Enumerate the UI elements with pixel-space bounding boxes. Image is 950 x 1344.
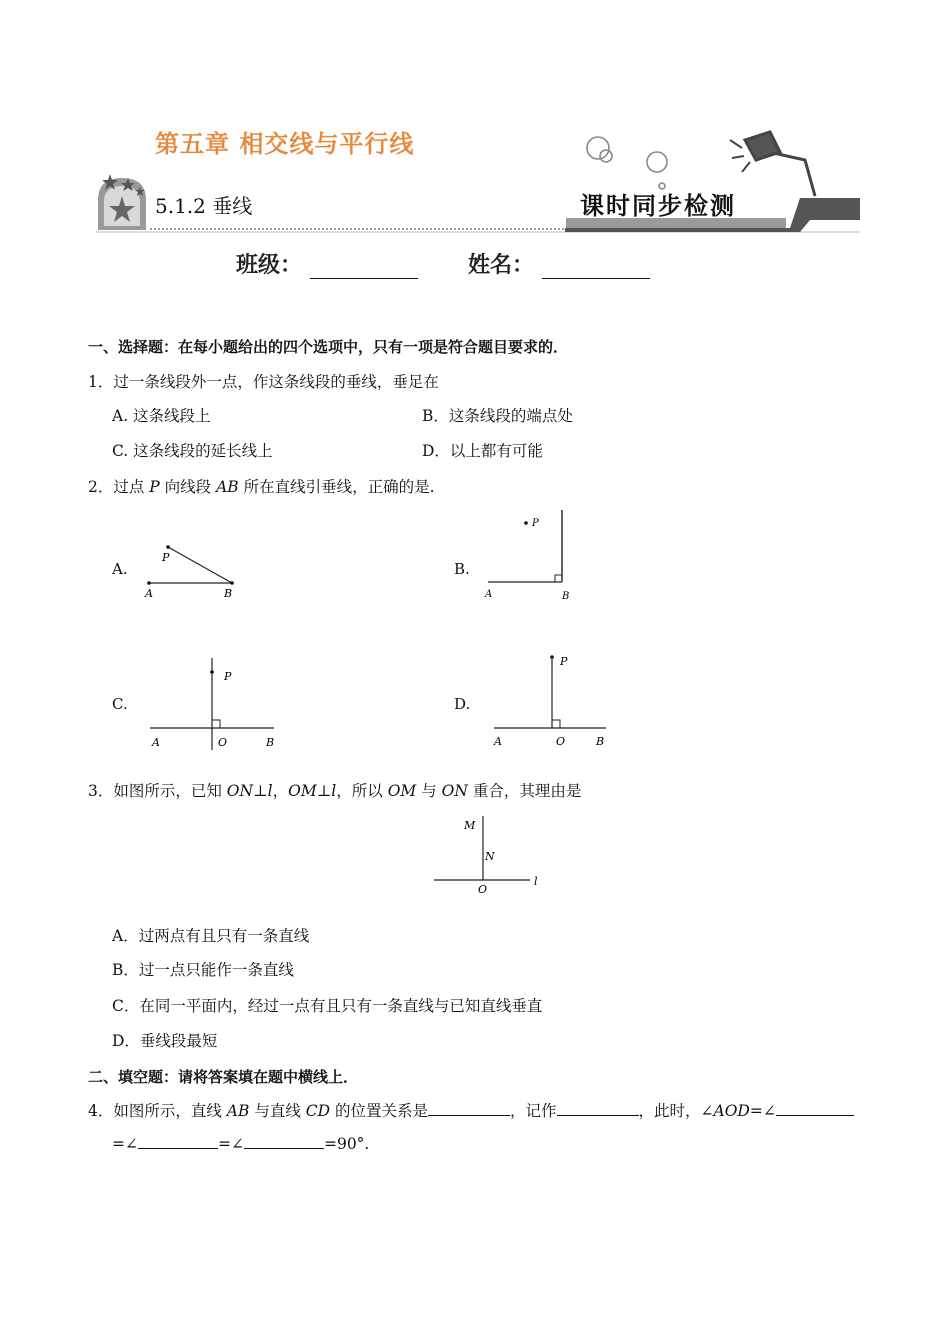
q2-label-c: C. xyxy=(112,695,128,713)
question-3 xyxy=(88,779,581,801)
q4-text-2: 与直线 xyxy=(249,1102,306,1120)
bubbles-icon xyxy=(587,137,667,189)
q2-figure-c xyxy=(144,650,284,755)
fig-a-label-p: P xyxy=(162,551,170,564)
q4-text-6: =∠ xyxy=(749,1102,776,1120)
q4-blank-angle-2[interactable] xyxy=(138,1134,218,1149)
fig-d-label-p: P xyxy=(560,655,568,668)
fig-c-label-a: A xyxy=(152,736,160,749)
q3-label-l: l xyxy=(534,875,538,888)
chapter-title: 第五章 相交线与平行线 xyxy=(155,130,415,158)
q3-om-1: OM xyxy=(288,782,317,800)
q3-perp-1: ⊥ xyxy=(253,782,268,800)
q4-text-1: 4．如图所示，直线 xyxy=(88,1102,227,1120)
fig-c-label-b: B xyxy=(266,736,275,749)
q2-text-pre: 2．过点 xyxy=(88,478,150,496)
q4-ab: AB xyxy=(226,1102,250,1120)
q3-figure xyxy=(428,812,548,897)
fig-c-label-p: P xyxy=(224,670,232,683)
q4-eq-1: =∠ xyxy=(112,1135,138,1153)
q4-blank-relation[interactable] xyxy=(428,1101,510,1116)
q4-cd: CD xyxy=(305,1102,331,1120)
q4-aod: AOD xyxy=(713,1102,750,1120)
q3-text-2: ，所以 xyxy=(336,782,388,800)
q2-label-a: A. xyxy=(112,560,128,578)
q2-segment-ab: AB xyxy=(216,478,239,496)
class-label: 班级： xyxy=(236,252,303,278)
name-field xyxy=(468,248,650,279)
q3-on-1: ON xyxy=(226,782,254,800)
q4-blank-angle-1[interactable] xyxy=(776,1101,854,1116)
fig-b-label-b: B xyxy=(562,591,570,602)
fig-d-label-b: B xyxy=(596,735,605,748)
q3-om-2: OM xyxy=(387,782,417,800)
q3-option-a: A．过两点有且只有一条直线 xyxy=(112,927,310,945)
fig-d-label-a: A xyxy=(494,735,502,748)
q2-text-post: 所在直线引垂线，正确的是. xyxy=(238,478,435,496)
fig-d-label-o: O xyxy=(556,735,566,748)
fig-b-label-p: P xyxy=(532,518,539,529)
q4-blank-angle-3[interactable] xyxy=(244,1134,324,1149)
star-badge-icon xyxy=(98,174,146,230)
q3-label-o: O xyxy=(478,883,488,896)
class-blank[interactable] xyxy=(310,256,418,279)
fig-a-label-a: A xyxy=(145,587,153,600)
fig-c-label-o: O xyxy=(218,736,228,749)
name-label: 姓名： xyxy=(468,252,535,278)
question-1: 1．过一条线段外一点，作这条线段的垂线，垂足在 xyxy=(88,373,439,391)
q4-eq-2: =∠ xyxy=(217,1135,244,1153)
header-decoration xyxy=(0,0,950,240)
q1-option-b: B．这条线段的端点处 xyxy=(422,407,573,425)
q3-l-2: l xyxy=(331,782,337,800)
q3-text-1: 3．如图所示，已知 xyxy=(88,782,227,800)
q3-option-b: B．过一点只能作一条直线 xyxy=(112,961,294,979)
q1-option-c: C. 这条线段的延长线上 xyxy=(112,442,273,460)
section-title: 5.1.2 垂线 xyxy=(155,194,253,218)
q2-figure-b xyxy=(482,505,582,605)
question-4-line-2 xyxy=(112,1134,369,1153)
q2-label-d: D. xyxy=(454,695,471,713)
fig-a-label-b: B xyxy=(224,587,233,600)
fig-b-label-a: A xyxy=(485,589,493,600)
section-heading-fill: 二、填空题：请将答案填在题中横线上． xyxy=(88,1068,359,1086)
q3-perp-2: ⊥ xyxy=(316,782,332,800)
q3-l-1: l xyxy=(267,782,273,800)
q4-text-3: 的位置关系是 xyxy=(330,1102,428,1120)
desk-lamp-icon xyxy=(730,132,815,196)
banner-title: 课时同步检测 xyxy=(580,191,736,220)
q2-figure-d xyxy=(488,645,618,755)
q4-text-5: ，此时，∠ xyxy=(638,1102,714,1120)
class-field xyxy=(236,248,418,279)
q4-text-4: ，记作 xyxy=(509,1102,557,1120)
q3-label-m: M xyxy=(464,819,476,832)
q2-figure-a xyxy=(140,535,250,605)
q3-text-4: 重合，其理由是 xyxy=(467,782,582,800)
q3-option-d: D．垂线段最短 xyxy=(112,1032,218,1050)
q1-option-a: A. 这条线段上 xyxy=(112,407,211,425)
section-heading-choice: 一、选择题：在每小题给出的四个选项中，只有一项是符合题目要求的． xyxy=(88,338,569,356)
name-blank[interactable] xyxy=(542,256,650,279)
q2-point-p: P xyxy=(149,478,160,496)
question-4 xyxy=(88,1099,878,1121)
q2-label-b: B. xyxy=(454,560,470,578)
q4-blank-notation[interactable] xyxy=(557,1101,639,1116)
question-2 xyxy=(88,475,435,497)
q3-on-2: ON xyxy=(441,782,468,800)
q3-text-3: 与 xyxy=(416,782,442,800)
q2-text-mid: 向线段 xyxy=(159,478,217,496)
q4-eq-end: =90°. xyxy=(323,1135,370,1153)
q3-comma: ， xyxy=(272,782,289,800)
q3-label-n: N xyxy=(485,850,495,863)
q1-option-d: D．以上都有可能 xyxy=(422,442,543,460)
q3-option-c: C．在同一平面内，经过一点有且只有一条直线与已知直线垂直 xyxy=(112,997,543,1015)
